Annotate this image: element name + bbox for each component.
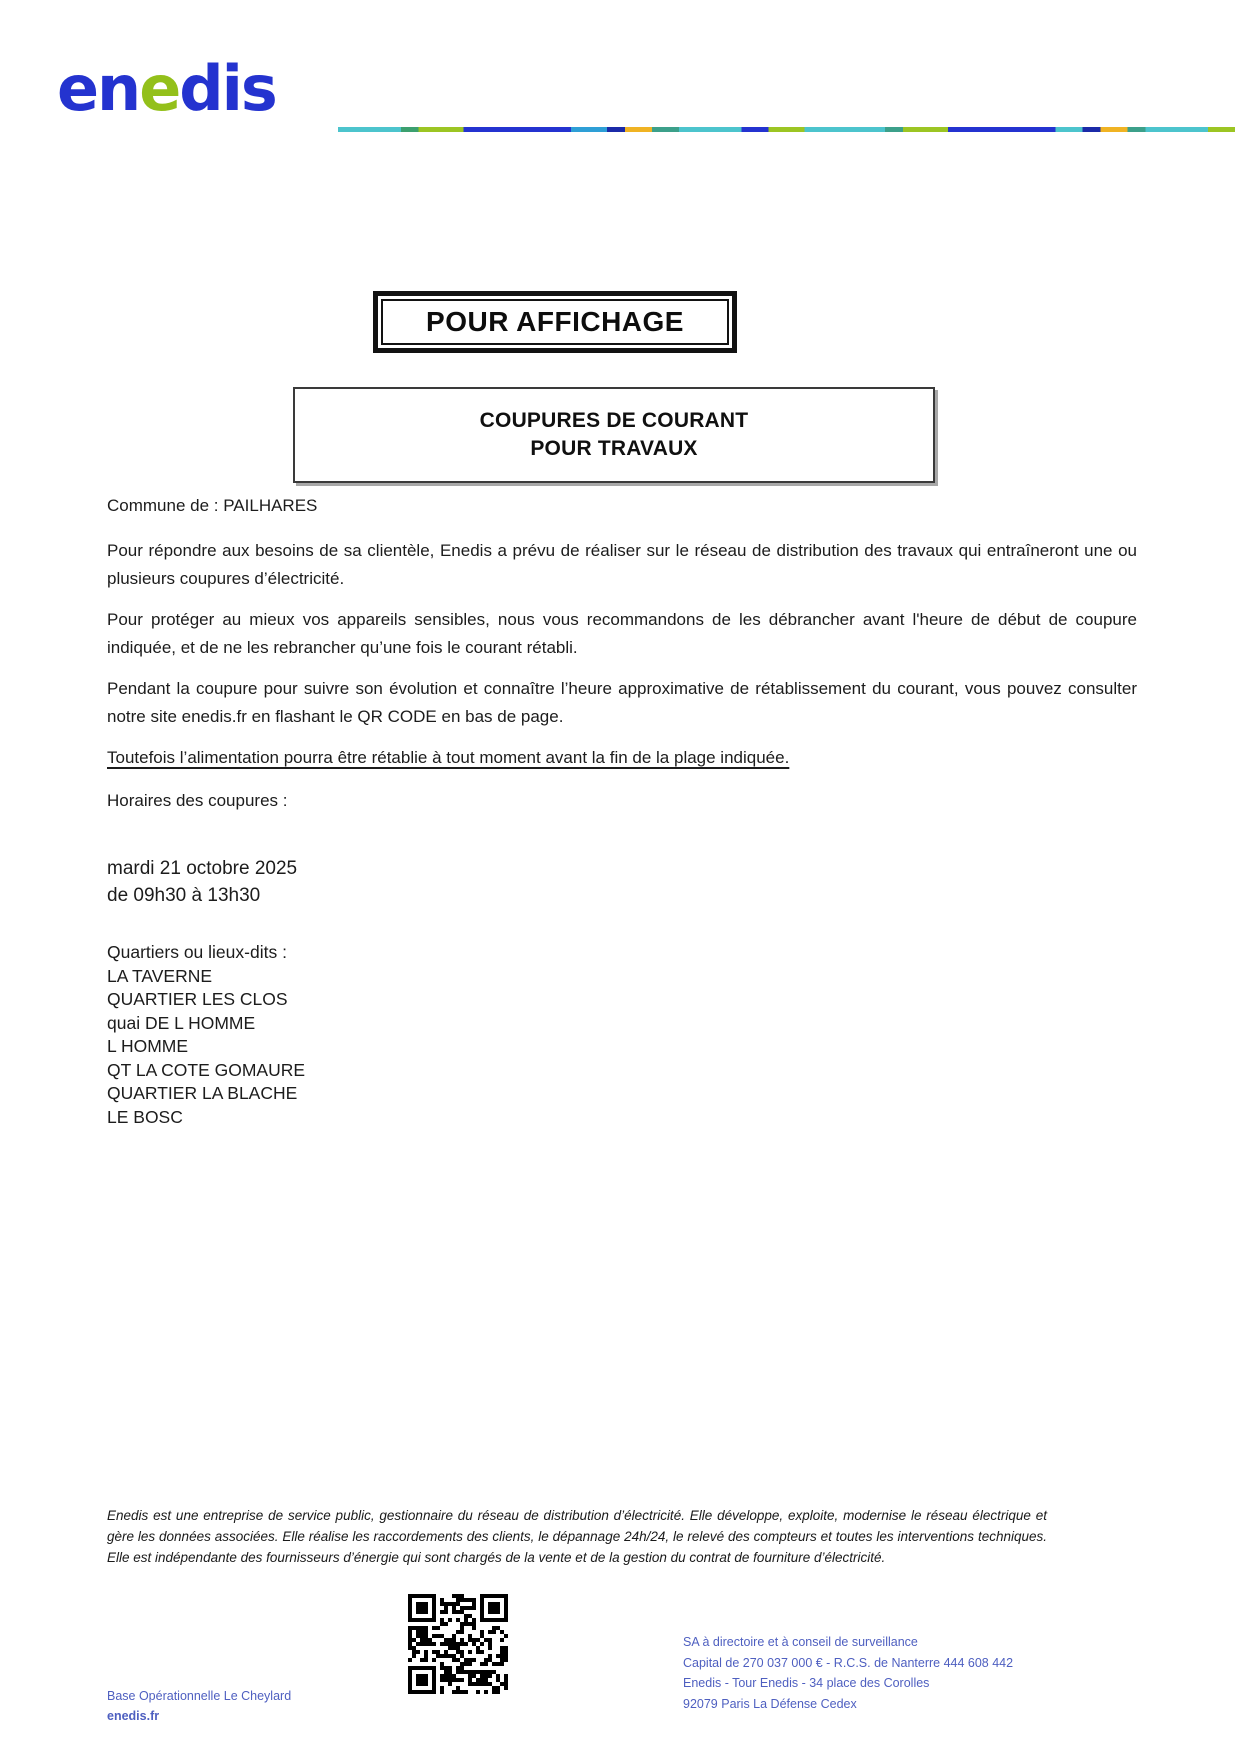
restore-notice-line: Toutefois l’alimentation pourra être rétablie à tout moment avant la fin de la plage indiquée. [107, 748, 790, 767]
quartier-item: LE BOSC [107, 1106, 183, 1127]
quartiers-label: Quartiers ou lieux-dits : [107, 942, 287, 962]
enedis-fr: enedis.fr [107, 1709, 160, 1723]
base-operationnelle: Base Opérationnelle Le Cheylard [107, 1689, 292, 1703]
legal-line-governance: SA à directoire et à conseil de surveillance [683, 1635, 918, 1649]
base-block [107, 1686, 291, 1726]
legal-line-city: 92079 Paris La Défense Cedex [683, 1696, 857, 1711]
quartiers-block [107, 941, 1137, 1129]
legal-block [683, 1632, 1013, 1714]
quartier-item: L HOMME [107, 1036, 189, 1056]
quartier-item: quai DE L HOMME [107, 1012, 256, 1033]
quartier-item: QT LA COTE GOMAURE [107, 1059, 306, 1080]
outage-date: mardi 21 octobre 2025 [107, 858, 298, 879]
pour-affichage-banner [373, 291, 737, 353]
brand-divider-line [338, 127, 1235, 132]
quartier-item: LA TAVERNE [107, 965, 213, 986]
logo-text-green-e: e [139, 52, 180, 125]
schedule-block [107, 855, 1137, 909]
legal-line-capital: Capital de 270 037 000 € - R.C.S. de Nanterre 444 608 442 [683, 1655, 1014, 1670]
notice-title-line-2: POUR TRAVAUX [530, 437, 698, 460]
legal-line-address: Enedis - Tour Enedis - 34 place des Corolles [683, 1676, 930, 1690]
about-enedis-text: Enedis est une entreprise de service public, gestionnaire du réseau de distribution d’électricité. Elle développe, exploite, modernise le réseau électrique et gère les données associées. Elle réalise les raccordements des clients, le dépannage 24h/24, le relevé des compteurs et toutes les interventions techniques. Elle est indépendante des fournisseurs d’énergie qui sont chargés de la vente et de la gestion du contrat de fourniture d’électricité. [107, 1508, 1047, 1565]
notice-title-box [293, 387, 935, 483]
quartier-item: QUARTIER LA BLACHE [107, 1083, 298, 1103]
quartier-item: QUARTIER LES CLOS [107, 989, 288, 1009]
letter-body [107, 492, 1137, 1129]
commune-line: Commune de : PAILHARES [107, 496, 318, 515]
paragraph-advice: Pour protéger au mieux vos appareils sensibles, nous vous recommandons de les débrancher avant l'heure de début de coupure indiquée, et de ne les rebrancher qu’une fois le courant rétabli. [107, 610, 1137, 657]
logo-text-blue-2: dis [179, 52, 276, 125]
notice-title-line-1: COUPURES DE COURANT [479, 409, 749, 432]
outage-time: de 09h30 à 13h30 [107, 885, 261, 906]
schedule-label: Horaires des coupures : [107, 791, 288, 810]
paragraph-intro: Pour répondre aux besoins de sa clientèle, Enedis a prévu de réaliser sur le réseau de distribution des travaux qui entraîneront une ou plusieurs coupures d’électricité. [107, 541, 1137, 588]
qr-code [408, 1594, 508, 1694]
paragraph-qr-info: Pendant la coupure pour suivre son évolution et connaître l’heure approximative de rétablissement du courant, vous pouvez consulter notre site enedis.fr en flashant le QR CODE en bas de page. [107, 679, 1137, 726]
pour-affichage-title: POUR AFFICHAGE [381, 299, 729, 345]
enedis-logo [57, 52, 276, 125]
logo-text-blue-1: en [57, 52, 140, 125]
